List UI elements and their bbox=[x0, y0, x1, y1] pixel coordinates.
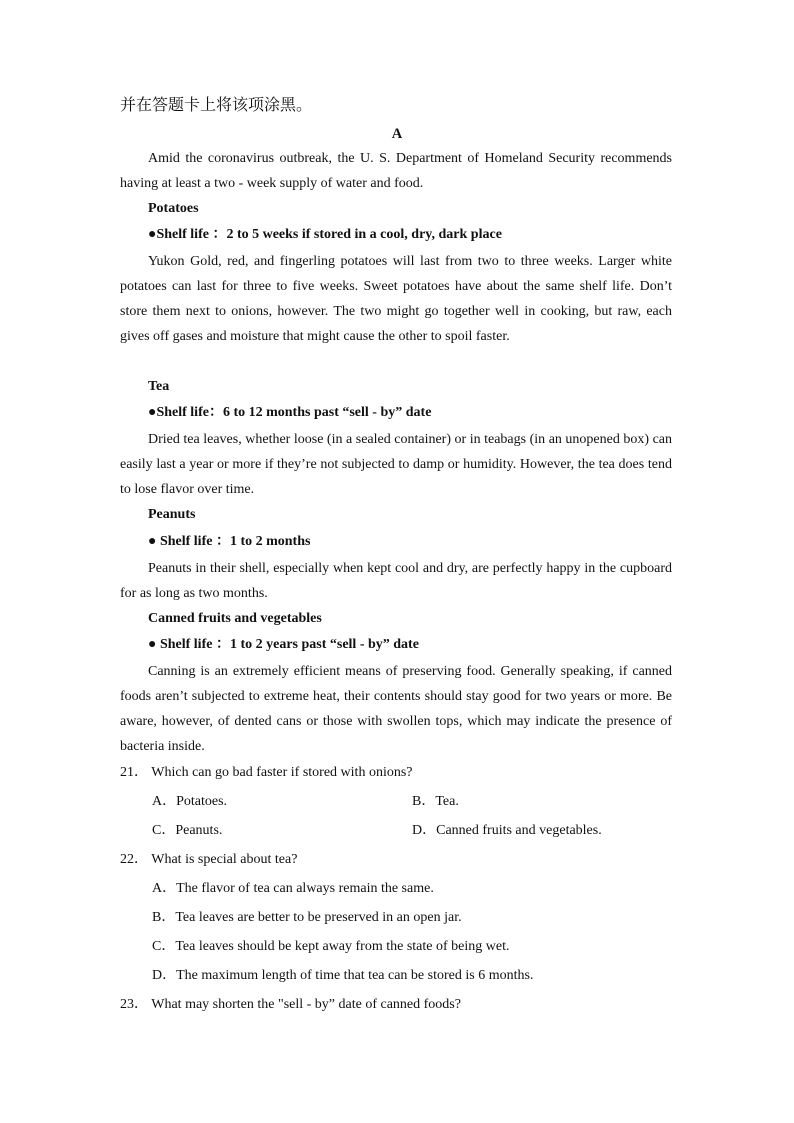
intro-paragraph: Amid the coronavirus outbreak, the U. S. Department of Homeland Security recommends having at least a two - week supply of water and food. bbox=[120, 151, 672, 191]
question-22-option-a[interactable]: A．The flavor of tea can always remain the same. bbox=[152, 881, 434, 896]
instruction-text: 并在答题卡上将该项涂黑。 bbox=[120, 95, 313, 114]
question-21-option-d[interactable]: D．Canned fruits and vegetables. bbox=[412, 823, 602, 838]
passage-title: A bbox=[391, 126, 403, 142]
section-heading-potatoes: Potatoes bbox=[148, 201, 199, 216]
body-canned: Canning is an extremely efficient means of preserving food. Generally speaking, if canned foods aren’t subjected to extreme heat, their contents should stay good for two years or more. Be aware, however, of dented cans or those with swollen tops, which may indicate the presence of bacteria inside. bbox=[120, 664, 672, 754]
section-heading-canned: Canned fruits and vegetables bbox=[148, 611, 322, 626]
question-21-option-b[interactable]: B．Tea. bbox=[412, 794, 459, 809]
body-peanuts: Peanuts in their shell, especially when kept cool and dry, are perfectly happy in the cupboard for as long as two months. bbox=[120, 561, 672, 601]
shelf-life-canned: ● Shelf life ：1 to 2 years past “sell - by” date bbox=[148, 637, 419, 652]
section-heading-tea: Tea bbox=[148, 379, 170, 394]
question-21-option-a[interactable]: A．Potatoes. bbox=[152, 794, 228, 809]
shelf-life-peanuts: ● Shelf life ：1 to 2 months bbox=[148, 534, 311, 549]
section-heading-peanuts: Peanuts bbox=[148, 507, 196, 522]
question-22-option-d[interactable]: D．The maximum length of time that tea can be stored is 6 months. bbox=[152, 968, 534, 983]
question-21-stem: 21． Which can go bad faster if stored with onions? bbox=[120, 765, 413, 780]
body-potatoes: Yukon Gold, red, and fingerling potatoes will last from two to three weeks. Larger white potatoes can last for three to five weeks. Sweet potatoes have about the same shelf life. Don’t store them next to onions, however. The two might go together well in cooking, but raw, each gives off gases and moisture that might cause the other to spoil faster. bbox=[120, 254, 672, 344]
shelf-life-tea: ●Shelf life：6 to 12 months past “sell - by” date bbox=[148, 405, 432, 420]
question-21-option-c[interactable]: C．Peanuts. bbox=[152, 823, 223, 838]
question-22-option-c[interactable]: C．Tea leaves should be kept away from the state of being wet. bbox=[152, 939, 510, 954]
question-22-stem: 22． What is special about tea? bbox=[120, 852, 298, 867]
body-tea: Dried tea leaves, whether loose (in a sealed container) or in teabags (in an unopened box) can easily last a year or more if they’re not subjected to damp or humidity. However, the tea does tend to lose flavor over time. bbox=[120, 432, 672, 497]
question-23-stem: 23． What may shorten the "sell - by” date of canned foods? bbox=[120, 997, 461, 1012]
shelf-life-potatoes: ●Shelf life ：2 to 5 weeks if stored in a cool, dry, dark place bbox=[148, 227, 502, 242]
question-22-option-b[interactable]: B．Tea leaves are better to be preserved in an open jar. bbox=[152, 910, 462, 925]
